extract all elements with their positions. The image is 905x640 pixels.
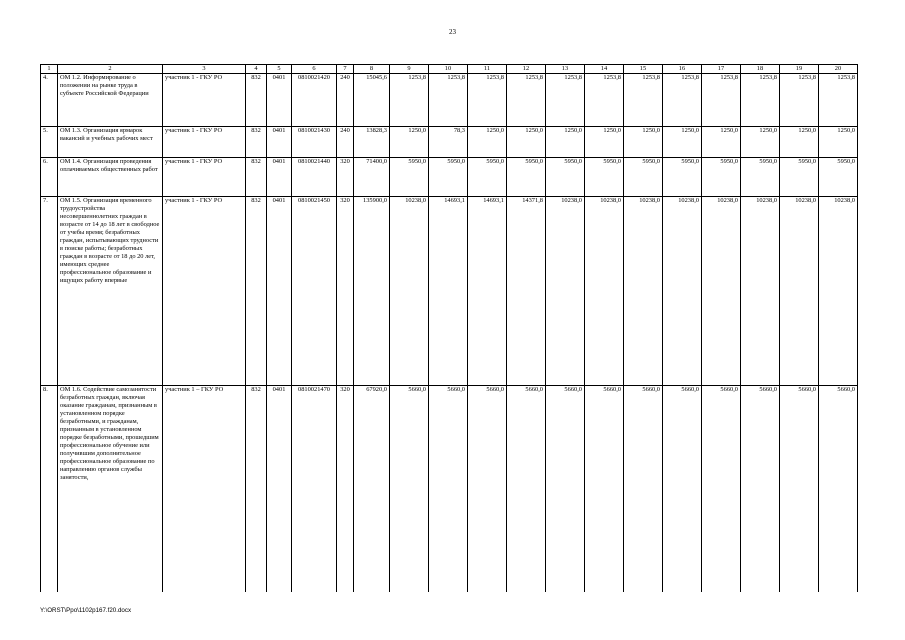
header-cell: 9 (390, 65, 429, 74)
table-row (41, 74, 858, 127)
header-cell: 1 (41, 65, 58, 74)
year-value: 10238,0 (624, 197, 663, 386)
budget-table (40, 64, 858, 592)
year-value: 1250,0 (780, 127, 819, 158)
year-value: 1250,0 (546, 127, 585, 158)
year-value: 1250,0 (468, 127, 507, 158)
year-value: 1250,0 (507, 127, 546, 158)
header-cell: 13 (546, 65, 585, 74)
row-number: 7. (41, 197, 58, 386)
header-cell: 7 (337, 65, 354, 74)
row-number: 8. (41, 386, 58, 593)
year-value: 1250,0 (624, 127, 663, 158)
year-value: 5950,0 (702, 158, 741, 197)
code-col5: 0401 (267, 197, 292, 386)
year-value: 1253,8 (468, 74, 507, 127)
table-row (41, 127, 858, 158)
code-col5: 0401 (267, 158, 292, 197)
year-value: 5660,0 (507, 386, 546, 593)
header-cell: 19 (780, 65, 819, 74)
activity-name: ОМ 1.6. Содействие самозанятости безработных граждан, включая оказание гражданам, признанным в установленном порядке безработными, и гражданам, признанным в установленном порядке безработными, прошедшим профессиональное обучение или получившим дополнительное профессиональное образование по направлению органов службы занятости, (58, 386, 163, 593)
header-cell: 2 (58, 65, 163, 74)
year-value: 5950,0 (585, 158, 624, 197)
year-value: 5660,0 (468, 386, 507, 593)
page-number: 23 (449, 28, 456, 36)
code-col4: 832 (246, 74, 267, 127)
table-row (41, 197, 858, 386)
year-value: 1253,8 (429, 74, 468, 127)
code-col5: 0401 (267, 127, 292, 158)
header-cell: 16 (663, 65, 702, 74)
activity-name: ОМ 1.3. Организация ярмарок вакансий и учебных рабочих мест (58, 127, 163, 158)
year-value: 1250,0 (585, 127, 624, 158)
year-value: 10238,0 (546, 197, 585, 386)
total-value: 15045,6 (354, 74, 390, 127)
code-col7: 240 (337, 127, 354, 158)
code-col7: 320 (337, 386, 354, 593)
table-row (41, 158, 858, 197)
code-col7: 320 (337, 158, 354, 197)
year-value: 5660,0 (663, 386, 702, 593)
header-cell: 6 (292, 65, 337, 74)
code-col6: 0810021450 (292, 197, 337, 386)
year-value: 5660,0 (741, 386, 780, 593)
participant: участник 1 - ГКУ РО (163, 197, 246, 386)
year-value: 10238,0 (819, 197, 858, 386)
code-col4: 832 (246, 386, 267, 593)
year-value: 1253,8 (390, 74, 429, 127)
header-cell: 14 (585, 65, 624, 74)
year-value: 5660,0 (819, 386, 858, 593)
year-value: 5950,0 (624, 158, 663, 197)
code-col4: 832 (246, 127, 267, 158)
code-col4: 832 (246, 158, 267, 197)
header-cell: 4 (246, 65, 267, 74)
participant: участник 1 - ГКУ РО (163, 158, 246, 197)
header-cell: 10 (429, 65, 468, 74)
table-row (41, 386, 858, 593)
header-cell: 8 (354, 65, 390, 74)
code-col6: 0810021440 (292, 158, 337, 197)
year-value: 1253,8 (585, 74, 624, 127)
file-path-footer: Y:\ORST\Ppo\1102p167.f20.docx (40, 607, 132, 614)
year-value: 5660,0 (780, 386, 819, 593)
year-value: 1250,0 (663, 127, 702, 158)
year-value: 1253,8 (663, 74, 702, 127)
total-value: 67920,0 (354, 386, 390, 593)
year-value: 10238,0 (741, 197, 780, 386)
year-value: 14693,1 (429, 197, 468, 386)
code-col7: 240 (337, 74, 354, 127)
year-value: 1253,8 (624, 74, 663, 127)
participant: участник 1 – ГКУ РО (163, 386, 246, 593)
row-number: 4. (41, 74, 58, 127)
participant: участник 1 - ГКУ РО (163, 74, 246, 127)
year-value: 5660,0 (702, 386, 741, 593)
year-value: 14693,1 (468, 197, 507, 386)
year-value: 5660,0 (429, 386, 468, 593)
year-value: 1253,8 (780, 74, 819, 127)
year-value: 10238,0 (390, 197, 429, 386)
year-value: 10238,0 (780, 197, 819, 386)
code-col5: 0401 (267, 386, 292, 593)
header-cell: 15 (624, 65, 663, 74)
year-value: 1253,8 (507, 74, 546, 127)
year-value: 78,3 (429, 127, 468, 158)
year-value: 1250,0 (819, 127, 858, 158)
year-value: 5950,0 (819, 158, 858, 197)
header-cell: 12 (507, 65, 546, 74)
header-cell: 5 (267, 65, 292, 74)
activity-name: ОМ 1.5. Организация временного трудоустройства несовершеннолетних граждан в возрасте от 14 до 18 лет в свободное от учебы время; безработных граждан, испытывающих трудности в поиске работы; безработных граждан в возрасте от 18 до 20 лет, имеющих среднее профессиональное образование и ищущих работу впервые (58, 197, 163, 386)
year-value: 5950,0 (546, 158, 585, 197)
total-value: 71400,0 (354, 158, 390, 197)
year-value: 10238,0 (702, 197, 741, 386)
header-cell: 11 (468, 65, 507, 74)
year-value: 1253,8 (702, 74, 741, 127)
row-number: 5. (41, 127, 58, 158)
year-value: 5950,0 (390, 158, 429, 197)
code-col6: 0810021470 (292, 386, 337, 593)
header-cell: 18 (741, 65, 780, 74)
year-value: 5660,0 (390, 386, 429, 593)
header-cell: 3 (163, 65, 246, 74)
code-col6: 0810021420 (292, 74, 337, 127)
year-value: 14371,8 (507, 197, 546, 386)
code-col7: 320 (337, 197, 354, 386)
code-col4: 832 (246, 197, 267, 386)
header-row (41, 65, 858, 74)
row-number: 6. (41, 158, 58, 197)
year-value: 1250,0 (390, 127, 429, 158)
year-value: 5950,0 (780, 158, 819, 197)
year-value: 1250,0 (702, 127, 741, 158)
year-value: 1253,8 (546, 74, 585, 127)
year-value: 5950,0 (507, 158, 546, 197)
header-cell: 20 (819, 65, 858, 74)
activity-name: ОМ 1.4. Организация проведения оплачиваемых общественных работ (58, 158, 163, 197)
year-value: 5950,0 (741, 158, 780, 197)
total-value: 13828,3 (354, 127, 390, 158)
year-value: 10238,0 (663, 197, 702, 386)
activity-name: ОМ 1.2. Информирование о положении на рынке труда в субъекте Российской Федерации (58, 74, 163, 127)
year-value: 1253,8 (741, 74, 780, 127)
year-value: 5660,0 (624, 386, 663, 593)
year-value: 10238,0 (585, 197, 624, 386)
year-value: 5950,0 (429, 158, 468, 197)
year-value: 5660,0 (585, 386, 624, 593)
year-value: 5950,0 (468, 158, 507, 197)
total-value: 135900,0 (354, 197, 390, 386)
year-value: 5950,0 (663, 158, 702, 197)
year-value: 1253,8 (819, 74, 858, 127)
year-value: 5660,0 (546, 386, 585, 593)
year-value: 1250,0 (741, 127, 780, 158)
code-col5: 0401 (267, 74, 292, 127)
code-col6: 0810021430 (292, 127, 337, 158)
participant: участник 1 - ГКУ РО (163, 127, 246, 158)
header-cell: 17 (702, 65, 741, 74)
